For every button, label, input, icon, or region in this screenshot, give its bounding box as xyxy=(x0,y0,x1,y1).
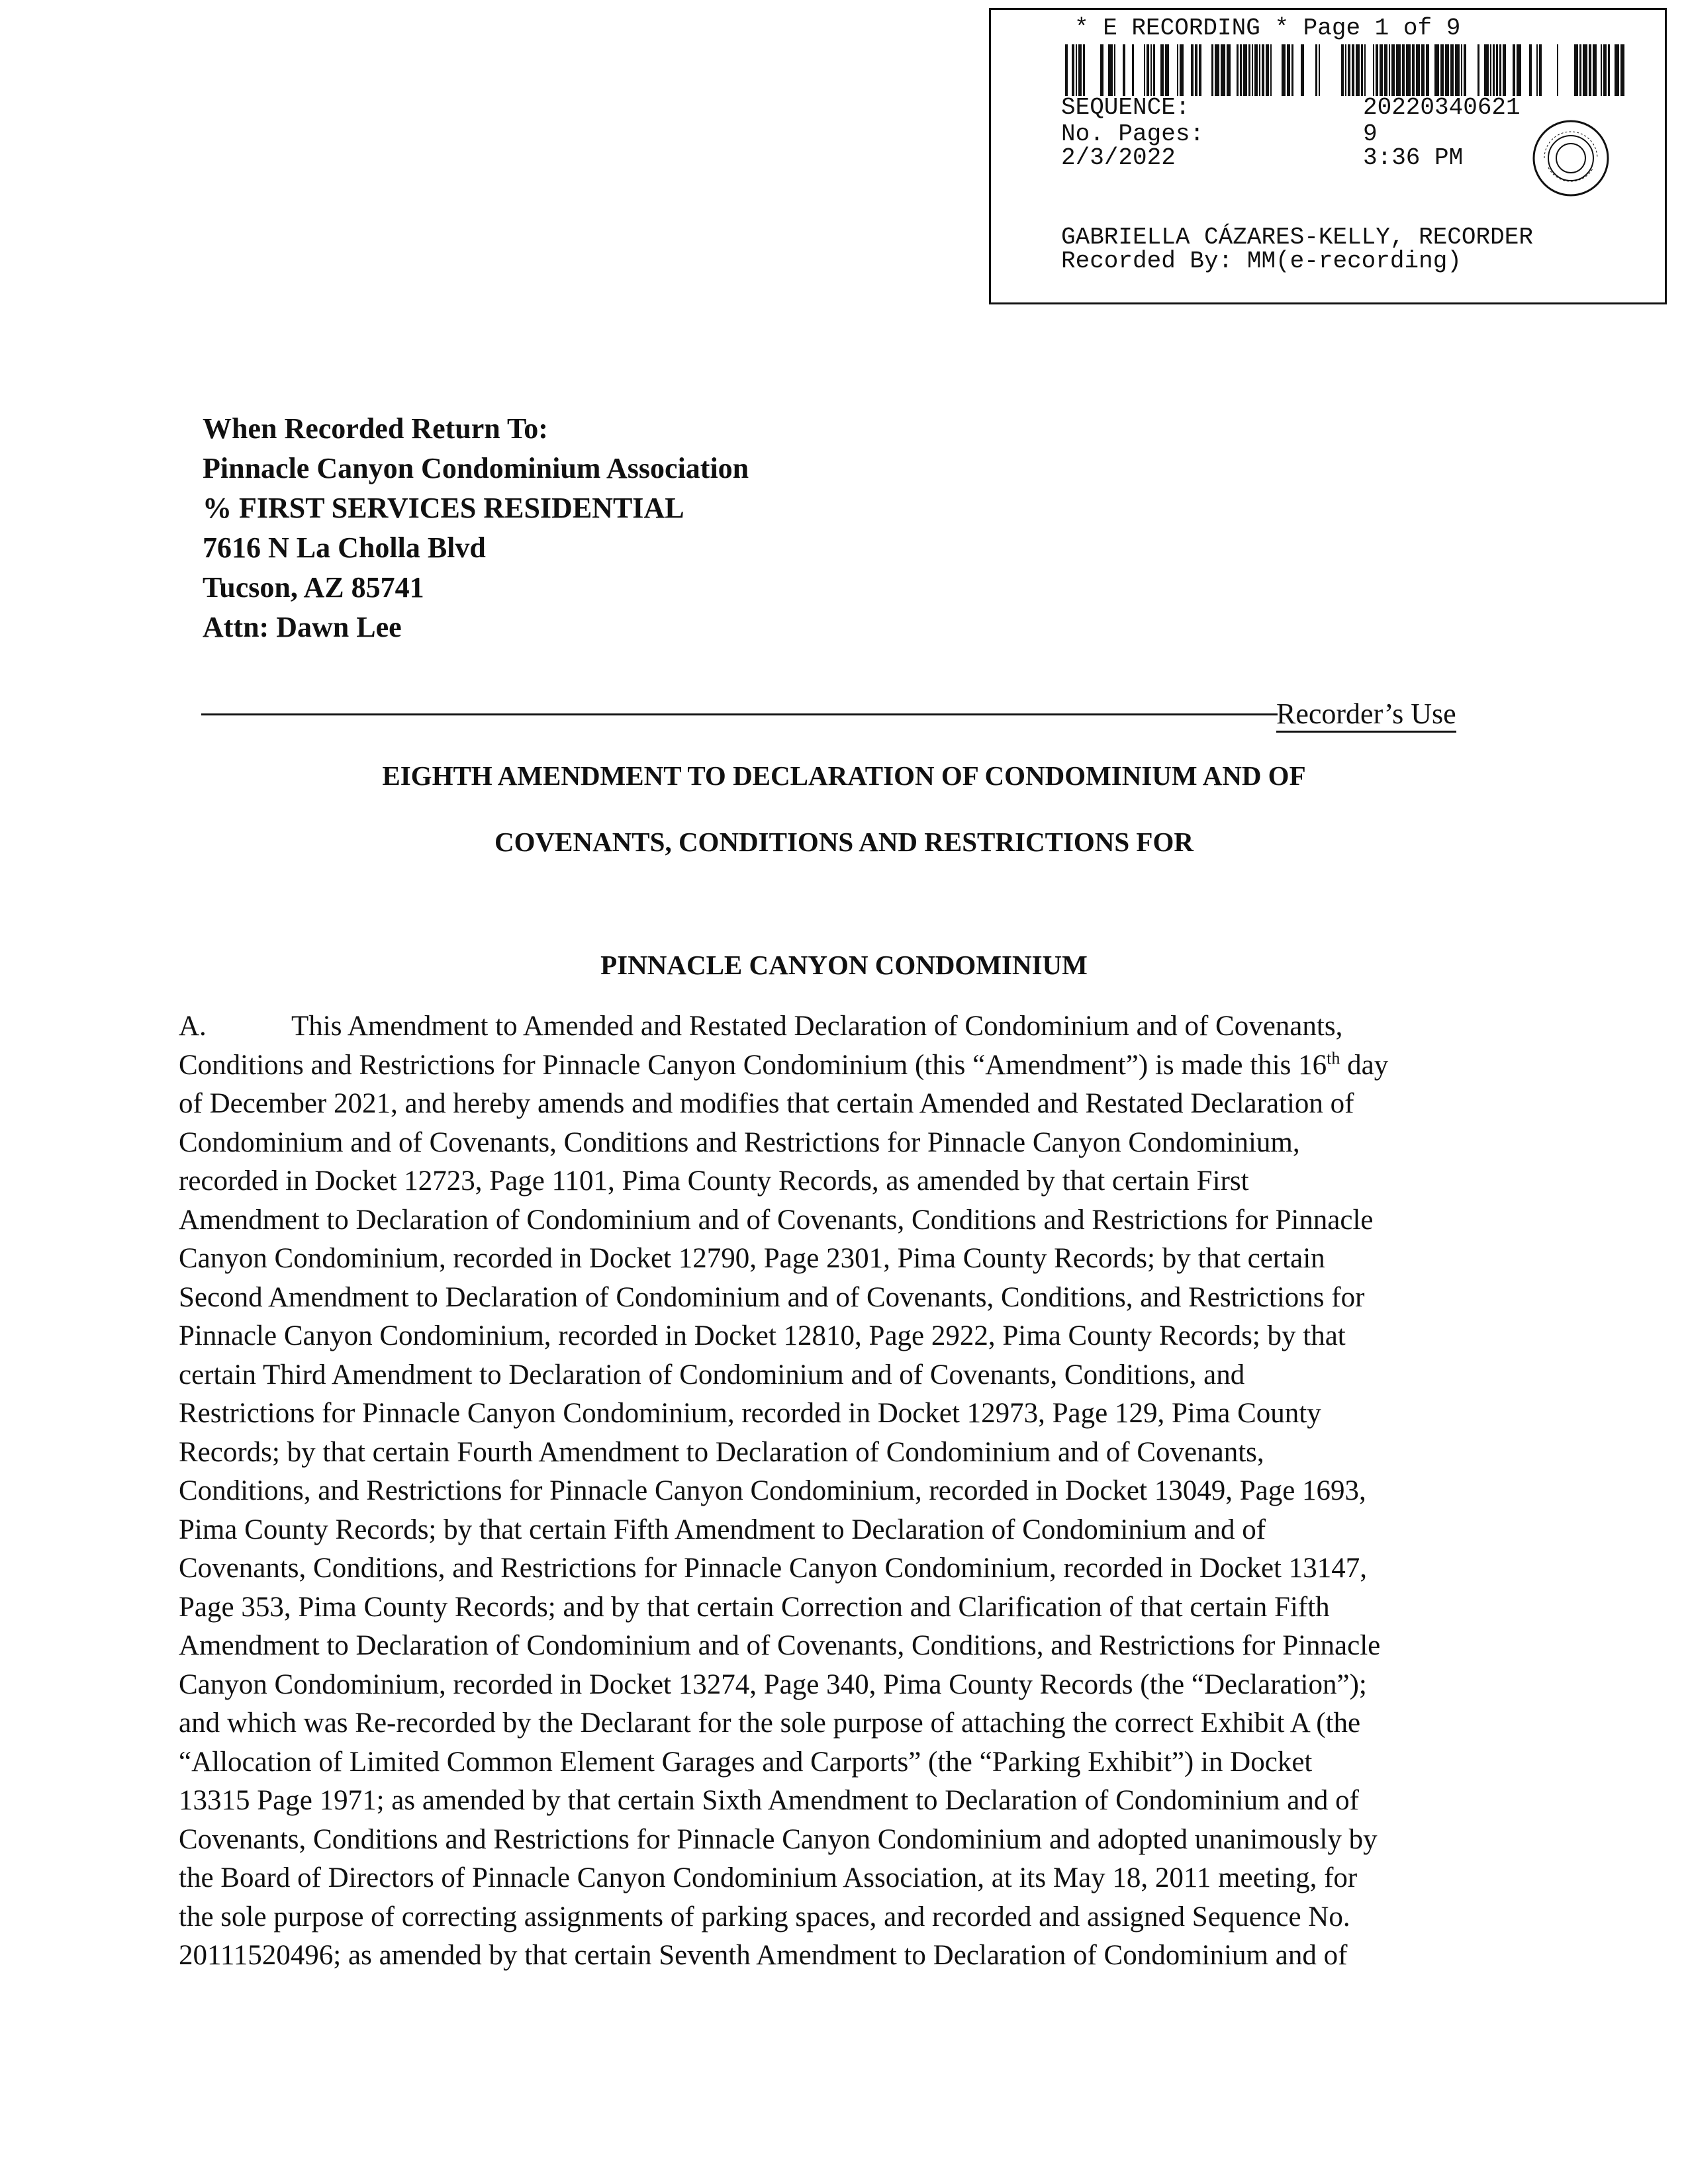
barcode-bar xyxy=(1579,44,1581,96)
body-line: 13315 Page 1971; as amended by that certain Sixth Amendment to Declaration of Condominium and of xyxy=(179,1785,1359,1816)
pages-label: No. Pages: xyxy=(1061,120,1205,148)
body-line: 20111520496; as amended by that certain Seventh Amendment to Declaration of Condominium and of xyxy=(179,1940,1348,1971)
barcode-bar xyxy=(1376,44,1378,96)
barcode-bar xyxy=(1195,44,1197,96)
body-line: Conditions, and Restrictions for Pinnacle Canyon Condominium, recorded in Docket 13049, Page 1693, xyxy=(179,1475,1366,1506)
barcode-bar xyxy=(1215,44,1219,96)
return-line: Attn: Dawn Lee xyxy=(203,611,402,643)
body-line: A. This Amendment to Amended and Restated Declaration of Condominium and of Covenants, xyxy=(179,1007,1503,1046)
barcode-bar xyxy=(1364,44,1366,96)
barcode-bar xyxy=(1287,44,1290,96)
return-line: Tucson, AZ 85741 xyxy=(203,571,424,604)
barcode-bar xyxy=(1361,44,1363,96)
barcode-bar xyxy=(1147,44,1149,96)
barcode-bar xyxy=(1593,44,1597,96)
barcode-bar xyxy=(1072,44,1074,96)
barcode-bar xyxy=(1083,44,1085,96)
barcode-bar xyxy=(1211,44,1213,96)
body-line: Second Amendment to Declaration of Condominium and of Covenants, Conditions, and Restrictions for xyxy=(179,1281,1365,1313)
barcode-bar xyxy=(1270,44,1272,96)
barcode-bar xyxy=(1266,44,1269,96)
barcode-bar xyxy=(1461,44,1462,96)
title-line-3: PINNACLE CANYON CONDOMINIUM xyxy=(600,950,1088,980)
recorder-name: GABRIELLA CÁZARES-KELLY, RECORDER xyxy=(1061,224,1533,251)
body-line: Pima County Records; by that certain Fifth Amendment to Declaration of Condominium and of xyxy=(179,1514,1266,1545)
barcode-bar xyxy=(1177,44,1178,96)
barcode-bar xyxy=(1315,44,1317,96)
barcode-bar xyxy=(1529,44,1532,96)
recording-stamp xyxy=(989,8,1667,304)
barcode-bar xyxy=(1123,44,1125,96)
sequence-value: 20220340621 xyxy=(1363,94,1521,121)
barcode-bar xyxy=(1583,44,1587,96)
barcode-bar xyxy=(1248,44,1250,96)
barcode-bar xyxy=(1620,44,1624,96)
title-line-1: EIGHTH AMENDMENT TO DECLARATION OF CONDOMINIUM AND OF xyxy=(382,760,1306,791)
body-line: Conditions and Restrictions for Pinnacle Canyon Condominium (this “Amendment”) is made this 16th day xyxy=(179,1048,1389,1081)
record-date: 2/3/2022 xyxy=(1061,144,1176,171)
barcode-bar xyxy=(1589,44,1591,96)
body-line: of December 2021, and hereby amends and modifies that certain Amended and Restated Declaration of xyxy=(179,1088,1354,1119)
record-time: 3:36 PM xyxy=(1363,144,1464,171)
barcode-bar xyxy=(1356,44,1360,96)
body-line: and which was Re-recorded by the Declarant for the sole purpose of attaching the correct Exhibit A (the xyxy=(179,1707,1361,1739)
body-line: Amendment to Declaration of Condominium and of Covenants, Conditions, and Restrictions for Pinnacle xyxy=(179,1630,1381,1661)
return-line: % FIRST SERVICES RESIDENTIAL xyxy=(203,492,684,524)
barcode-bar xyxy=(1536,44,1538,96)
barcode-bar xyxy=(1150,44,1152,96)
barcode-bar xyxy=(1574,44,1578,96)
barcode-bar xyxy=(1180,44,1184,96)
barcode-bar xyxy=(1345,44,1346,96)
body-line: Records; by that certain Fourth Amendment to Declaration of Condominium and of Covenants, xyxy=(179,1436,1264,1468)
barcode-bar xyxy=(1114,44,1115,96)
barcode-bar xyxy=(1282,44,1286,96)
barcode-bar xyxy=(1440,44,1444,96)
body-line: Pinnacle Canyon Condominium, recorded in Docket 12810, Page 2922, Pima County Records; by that xyxy=(179,1320,1346,1351)
barcode-bar xyxy=(1240,44,1242,96)
barcode xyxy=(1065,44,1625,96)
barcode-bar xyxy=(1503,44,1506,96)
barcode-bar xyxy=(1513,44,1515,96)
sequence-label: SEQUENCE: xyxy=(1061,94,1190,121)
barcode-bar xyxy=(1391,44,1395,96)
barcode-bar xyxy=(1237,44,1239,96)
barcode-bar xyxy=(1608,44,1610,96)
body-line: Canyon Condominium, recorded in Docket 12790, Page 2301, Pima County Records; by that certain xyxy=(179,1243,1325,1274)
ordinal-superscript: th xyxy=(1327,1048,1340,1068)
body-line: “Allocation of Limited Common Element Garages and Carports” (the “Parking Exhibit”) in Docket xyxy=(179,1746,1313,1778)
return-line: 7616 N La Cholla Blvd xyxy=(203,531,486,564)
barcode-bar xyxy=(1065,44,1068,96)
body-line: the sole purpose of correcting assignments of parking spaces, and recorded and assigned Sequence No. xyxy=(179,1901,1350,1933)
barcode-bar xyxy=(1406,44,1411,96)
body-line: Condominium and of Covenants, Conditions and Restrictions for Pinnacle Canyon Condominium, xyxy=(179,1126,1300,1158)
barcode-bar xyxy=(1499,44,1501,96)
barcode-bar xyxy=(1434,44,1439,96)
paragraph-label: A. xyxy=(179,1011,207,1042)
barcode-bar xyxy=(1493,44,1495,96)
barcode-bar xyxy=(1557,44,1558,96)
barcode-bar xyxy=(1153,44,1155,96)
barcode-bar xyxy=(1144,44,1145,96)
barcode-bar xyxy=(1615,44,1619,96)
barcode-bar xyxy=(1243,44,1247,96)
body-line: the Board of Directors of Pinnacle Canyon Condominium Association, at its May 18, 2011 meeting, for xyxy=(179,1862,1358,1893)
return-heading: When Recorded Return To: xyxy=(203,412,548,445)
barcode-bar xyxy=(1445,44,1449,96)
barcode-bar xyxy=(1259,44,1260,96)
barcode-bar xyxy=(1108,44,1113,96)
barcode-bar xyxy=(1426,44,1429,96)
barcode-bar xyxy=(1517,44,1521,96)
body-line: Amendment to Declaration of Condominium and of Covenants, Conditions and Restrictions for Pinnacle xyxy=(179,1204,1374,1236)
barcode-bar xyxy=(1450,44,1454,96)
barcode-bar xyxy=(1076,44,1077,96)
barcode-bar xyxy=(1160,44,1164,96)
barcode-bar xyxy=(1254,44,1258,96)
return-address xyxy=(203,409,749,647)
return-line: Pinnacle Canyon Condominium Association xyxy=(203,452,749,484)
recorded-by: Recorded By: MM(e-recording) xyxy=(1061,248,1462,275)
body-line: Covenants, Conditions, and Restrictions for Pinnacle Canyon Condominium, recorded in Docket 13147, xyxy=(179,1553,1367,1584)
barcode-bar xyxy=(1416,44,1420,96)
barcode-bar xyxy=(1389,44,1390,96)
barcode-bar xyxy=(1380,44,1383,96)
county-seal-icon xyxy=(1531,118,1611,198)
body-line: Page 353, Pima County Records; and by that certain Correction and Clarification of that certain Fifth xyxy=(179,1591,1330,1623)
barcode-bar xyxy=(1262,44,1264,96)
barcode-bar xyxy=(1191,44,1194,96)
barcode-bar xyxy=(1341,44,1344,96)
barcode-bar xyxy=(1601,44,1602,96)
barcode-bar xyxy=(1477,44,1479,96)
title-line-2: COVENANTS, CONDITIONS AND RESTRICTIONS FOR xyxy=(494,827,1194,857)
body-line: Covenants, Conditions and Restrictions for Pinnacle Canyon Condominium and adopted unanimously by xyxy=(179,1823,1378,1855)
barcode-bar xyxy=(1078,44,1082,96)
barcode-bar xyxy=(1199,44,1201,96)
barcode-bar xyxy=(1539,44,1542,96)
barcode-bar xyxy=(1132,44,1134,96)
separator-rule xyxy=(201,713,1278,715)
barcode-bar xyxy=(1227,44,1231,96)
pages-value: 9 xyxy=(1363,120,1378,148)
body-line: recorded in Docket 12723, Page 1101, Pima County Records, as amended by that certain First xyxy=(179,1165,1249,1197)
barcode-bar xyxy=(1348,44,1350,96)
barcode-bar xyxy=(1412,44,1415,96)
barcode-bar xyxy=(1455,44,1460,96)
barcode-bar xyxy=(1384,44,1387,96)
barcode-bar xyxy=(1291,44,1293,96)
barcode-bar xyxy=(1373,44,1374,96)
barcode-bar xyxy=(1165,44,1169,96)
barcode-bar xyxy=(1402,44,1405,96)
barcode-bar xyxy=(1421,44,1425,96)
barcode-bar xyxy=(1484,44,1489,96)
barcode-bar xyxy=(1100,44,1103,96)
barcode-bar xyxy=(1496,44,1498,96)
recorders-use-label: Recorder’s Use xyxy=(1276,698,1456,733)
barcode-bar xyxy=(1319,44,1320,96)
body-line: Restrictions for Pinnacle Canyon Condominium, recorded in Docket 12973, Page 129, Pima County xyxy=(179,1398,1321,1429)
barcode-bar xyxy=(1252,44,1253,96)
stamp-header: * E RECORDING * Page 1 of 9 xyxy=(1074,15,1461,42)
barcode-bar xyxy=(1221,44,1225,96)
barcode-bar xyxy=(1603,44,1607,96)
barcode-bar xyxy=(1396,44,1401,96)
body-line: Canyon Condominium, recorded in Docket 13274, Page 340, Pima County Records (the “Declaration”); xyxy=(179,1668,1367,1700)
barcode-bar xyxy=(1464,44,1466,96)
barcode-bar xyxy=(1490,44,1491,96)
amendment-body xyxy=(179,1007,1503,1976)
body-line: certain Third Amendment to Declaration of Condominium and of Covenants, Conditions, and xyxy=(179,1359,1245,1390)
barcode-bar xyxy=(1301,44,1304,96)
barcode-bar xyxy=(1352,44,1354,96)
